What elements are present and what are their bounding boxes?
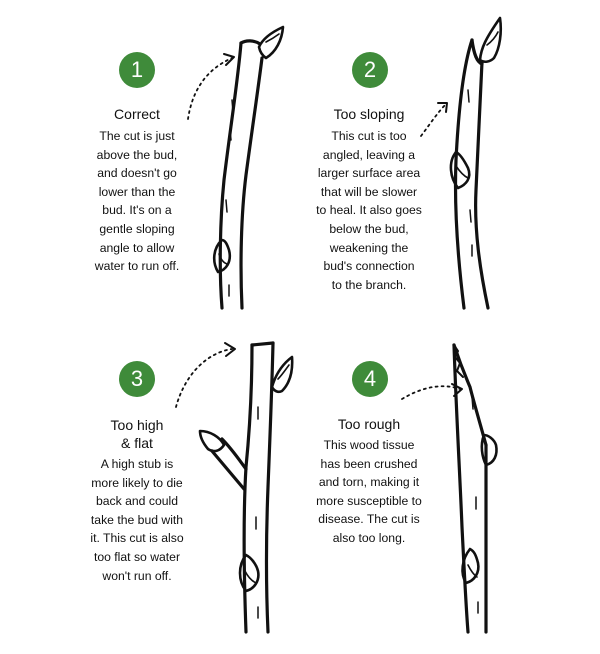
dotted-arrow: [402, 386, 460, 399]
branch-illustration: [300, 0, 600, 327]
description-line: it. This cut is also: [90, 531, 184, 546]
cut-top: [241, 41, 260, 44]
panel-title-line: Correct: [114, 106, 160, 122]
description-line: also too long.: [332, 530, 406, 545]
panel-too-rough: [300, 327, 600, 654]
description-line: disease. The cut is: [318, 512, 420, 527]
step-number-badge: 2: [352, 52, 388, 88]
description-line: larger surface area: [317, 166, 421, 181]
description-line: bud. It's on a: [102, 203, 172, 218]
bud-top: [480, 18, 501, 62]
flat-cut: [252, 343, 273, 345]
description-line: more susceptible to: [316, 493, 422, 508]
description-line: The cut is just: [99, 129, 175, 143]
description-line: below the bud,: [329, 221, 409, 236]
side-shoot-lower: [212, 451, 244, 489]
description-line: lower than the: [98, 184, 176, 199]
bud-mid-detail: [456, 166, 468, 178]
panel-title-line: & flat: [121, 435, 153, 451]
panel-title-line: Too rough: [337, 416, 401, 432]
description-line: and doesn't go: [97, 166, 177, 181]
description-line: angled, leaving a: [322, 147, 416, 162]
description-line: take the bud with: [90, 512, 184, 527]
description-line: won't run off.: [102, 568, 172, 583]
dotted-arrow: [176, 349, 232, 407]
description-line: bud's connection: [323, 259, 415, 274]
bud-mid: [451, 152, 469, 188]
side-shoot-upper: [222, 439, 246, 469]
branch-illustration: [0, 327, 300, 654]
description-line: more likely to die: [91, 475, 183, 490]
branch-illustration: [300, 327, 600, 654]
description-line: water to run off.: [94, 259, 180, 274]
step-number-badge: 1: [119, 52, 155, 88]
step-number-badge: 4: [352, 361, 388, 397]
branch-right-edge: [476, 62, 488, 308]
dotted-arrow: [421, 104, 446, 136]
description-line: to heal. It also goes: [316, 203, 422, 218]
description-line: This wood tissue: [323, 438, 415, 452]
panel-title-line: Too sloping: [333, 106, 405, 122]
bud-lower-detail: [245, 571, 256, 583]
bud-lower-detail: [468, 565, 477, 577]
dotted-arrow: [188, 58, 232, 119]
panel-title-line: Too high: [110, 417, 164, 433]
panel-too-high-flat: [0, 327, 300, 654]
description-line: This cut is too: [331, 129, 407, 143]
description-line: above the bud,: [96, 147, 178, 162]
bud-lower: [240, 555, 258, 591]
panel-correct: [0, 0, 300, 327]
arrow-head: [224, 54, 234, 65]
description-line: A high stub is: [100, 457, 174, 471]
branch-right-edge: [241, 58, 262, 308]
description-line: angle to allow: [99, 240, 175, 255]
bud-lower: [214, 240, 230, 272]
branch-illustration: [0, 0, 300, 327]
bud-top: [259, 27, 283, 58]
description-line: that will be slower: [320, 184, 418, 199]
step-number-badge: 3: [119, 361, 155, 397]
description-line: to the branch.: [331, 277, 407, 292]
description-line: gentle sloping: [99, 221, 175, 236]
description-line: and torn, making it: [318, 475, 420, 490]
description-line: weakening the: [329, 240, 409, 255]
description-line: too flat so water: [93, 549, 181, 564]
description-line: has been crushed: [320, 456, 418, 471]
panel-too-sloping: [300, 0, 600, 327]
description-line: back and could: [96, 494, 178, 509]
side-shoot-bud: [200, 431, 224, 451]
